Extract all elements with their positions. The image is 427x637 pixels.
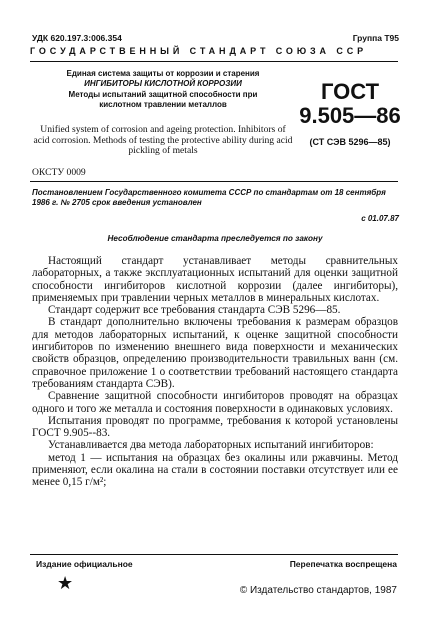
middle-divider bbox=[30, 181, 398, 182]
document-body bbox=[32, 255, 398, 489]
paragraph: В стандарт дополнительно включены требования к размерам образцов для методов лабораторных испытаний, к оценке защитной способности ингибиторов по изменению внешнего вида поверхности и механических свойств образцов, определению производительности травильных ванн (см. справочное приложение 1 о соответствии требований настоящего стандарта требованиям стандарта СЭВ). bbox=[32, 316, 398, 390]
paragraph: Сравнение защитной способности ингибиторов проводят на образцах одного и того же металла и состояния поверхности в одинаковых условиях. bbox=[32, 390, 398, 415]
english-title: Unified system of corrosion and ageing protection. Inhibitors of acid corrosion. Methods of testing the protective ability during acid pickling of metals bbox=[33, 124, 293, 156]
system-line-1: Единая система защиты от коррозии и старения bbox=[66, 69, 260, 78]
paragraph: Устанавливается два метода лабораторных испытаний ингибиторов: bbox=[48, 439, 374, 452]
group-code: Группа Т95 bbox=[352, 33, 399, 43]
decree-text: Постановлением Государственного комитета СССР по стандартам от 18 сентября 1986 г. № 2705 срок введения установлен bbox=[32, 188, 386, 207]
reprint-notice: Перепечатка воспрещена bbox=[289, 559, 397, 569]
paragraph: Испытания проводят по программе, требования к которой установлены ГОСТ 9.905--83. bbox=[32, 414, 398, 440]
system-title bbox=[32, 69, 294, 109]
udk-code: УДК 620.197.3:006.354 bbox=[32, 33, 122, 43]
star-icon: ★ bbox=[57, 573, 74, 593]
gost-label: ГОСТ bbox=[320, 79, 380, 104]
bottom-divider bbox=[30, 554, 398, 555]
standard-title: ГОСУДАРСТВЕННЫЙ СТАНДАРТ СОЮЗА ССР bbox=[30, 46, 368, 56]
gost-number: 9.505—86 bbox=[299, 103, 401, 128]
paragraph: Стандарт содержит все требования стандарта СЭВ 5296—85. bbox=[48, 304, 341, 317]
effective-date: с 01.07.87 bbox=[361, 214, 399, 223]
violation-notice: Несоблюдение стандарта преследуется по закону bbox=[107, 234, 323, 243]
paragraph: метод 1 — испытания на образцах без окалины или ржавчины. Метод применяют, если окалина на стали в состоянии поставки отсутствует или ее менее 0,15 г/м²; bbox=[32, 451, 398, 489]
paragraph: Настоящий стандарт устанавливает методы сравнительных лабораторных, а также эксплуатационных испытаний для оценки защитной способности ингибиторов кислотной коррозии (далее ингибиторы), применяемых при травлении черных металлов в минеральных кислотах. bbox=[32, 255, 398, 304]
system-line-2: ИНГИБИТОРЫ КИСЛОТНОЙ КОРРОЗИИ bbox=[84, 78, 242, 88]
system-line-4: кислотном травлении металлов bbox=[99, 99, 227, 109]
gost-block bbox=[298, 80, 402, 128]
sev-reference: (СТ СЭВ 5296—85) bbox=[309, 137, 391, 147]
system-line-3: Методы испытаний защитной способности при bbox=[68, 90, 258, 99]
edition-label: Издание официальное bbox=[36, 559, 133, 569]
top-divider bbox=[30, 61, 398, 62]
okstu-code: ОКСТУ 0009 bbox=[32, 167, 86, 178]
copyright-notice: © Издательство стандартов, 1987 bbox=[239, 585, 397, 596]
